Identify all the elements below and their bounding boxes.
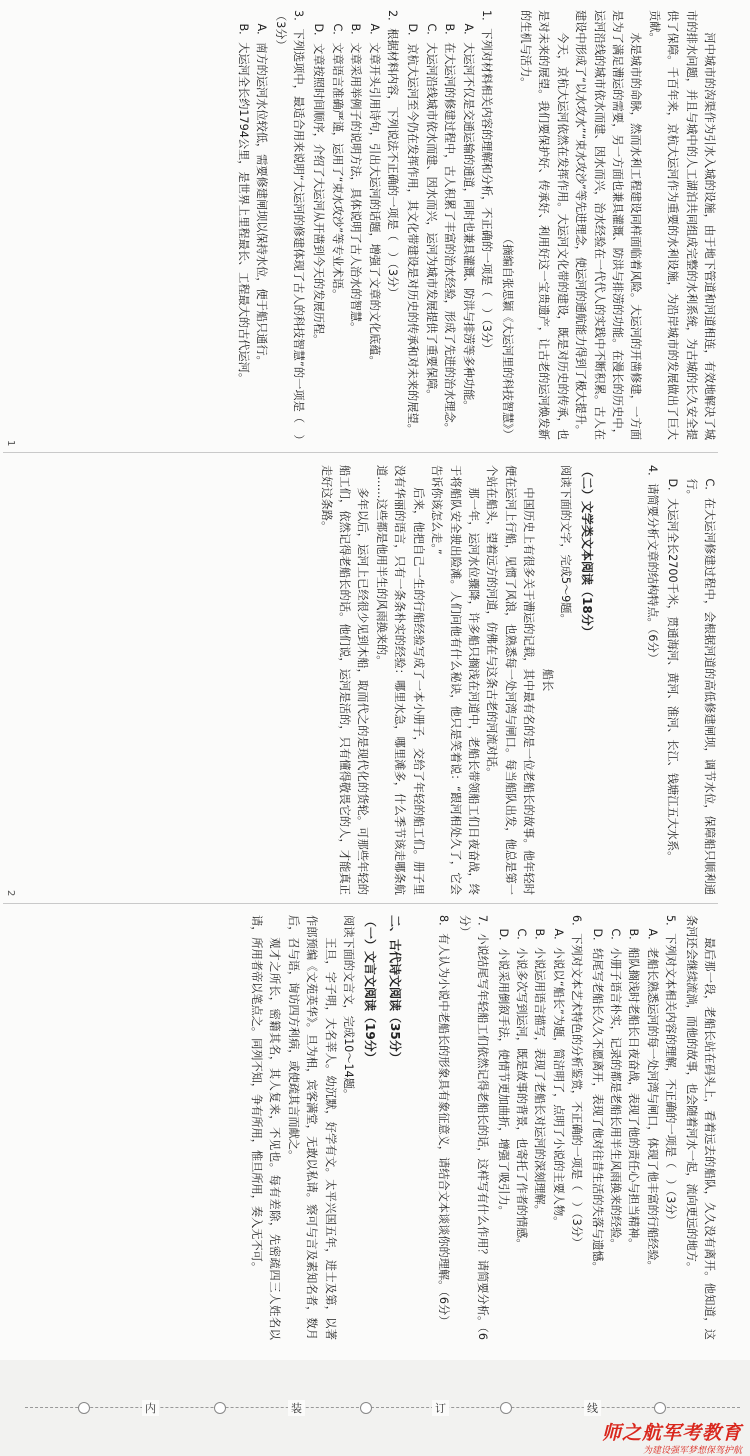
instruction: 阅读下面的文言文，完成10～14题。 xyxy=(342,915,356,1101)
column-divider xyxy=(3,903,718,904)
paragraph: 最后那一段，老船长站在码头上，看着远去的船队，久久没有离开。他知道，这条河还会继续流淌，而他的故事，也会随着河水一起，流向更远的地方。 xyxy=(684,915,716,1340)
option: D．京杭大运河至今仍在发挥作用，其文化带建设是对历史的传承和对未来的展望。 xyxy=(406,23,420,435)
option: C．小说多次写到运河，既是故事的背景，也寄托了作者的情感。 xyxy=(514,928,528,1250)
binding-label: 线 xyxy=(584,1400,601,1416)
column-2 xyxy=(3,465,718,895)
subsection-heading: （一）文言文阅读（19分） xyxy=(363,915,378,1064)
paragraph: 王旦，字子明，大名莘人。幼沉默，好学有文。太平兴国五年，进士及第，以著作郎预编《文苑英华》。旦为相，宾客满堂，无敢以私请。察可与言及素知名者，数月后，召与语，询访四方利病，或使疏其言而献之。 xyxy=(286,915,337,1340)
paragraph: 今天，京杭大运河依然在发挥作用。大运河文化带的建设，既是对历史的传承，也是对未来的展望。我们要保护好、传承好、利用好这一宝贵遗产，让古老的运河焕发新的生机与活力。 xyxy=(518,10,569,440)
instruction: 阅读下面的文字，完成5～9题。 xyxy=(558,465,572,625)
option: D．结尾写老船长久久不愿离开，表现了他对往昔生活的失落与遗憾。 xyxy=(590,928,604,1273)
column-divider xyxy=(3,452,718,453)
option: A．老船长熟悉运河的每一处河湾与闸口，体现了他丰富的行船经验。 xyxy=(645,928,659,1272)
question-3: 3．下列选项中，最适合用来说明“大运河的修建体现了古人的科技智慧”的一项是（ ）（3分） xyxy=(273,10,306,440)
paragraph: 河中城市的沟渠作为引水入城的设施，由于地下管道和河道相连，有效地解决了城市的排水问题，并且与城中的人工湖泊共同组成完整的水利系统，为古城的长久安全提供了保障。千百年来，京杭大运河作为重要的水利设施，为沿岸城市的发展做出了巨大贡献。 xyxy=(647,10,716,440)
story-title: 船长 xyxy=(540,668,554,692)
question-4: 4．请简要分析文章的结构特点。（6分） xyxy=(645,465,659,664)
binding-dashed-line xyxy=(25,1407,740,1408)
option: C．在大运河修建过程中，会根据河道的高低修建闸坝，调节水位，保障船只顺利通行。 xyxy=(684,478,716,895)
source-note: （摘编自张思颖《大运河里的科技智慧》） xyxy=(500,233,514,440)
question-2: 2．根据材料内容，下列说法不正确的一项是（ ）（3分） xyxy=(386,10,400,299)
binding-label: 内 xyxy=(142,1400,159,1416)
question-7: 7．小说结尾写年轻船工们依然记得老船长的话，这样写有什么作用？请简要分析。（6分） xyxy=(457,915,490,1340)
paragraph: 水是城市的命脉，然而水利工程建设同样面临着风险。大运河的开凿修建，一方面是为了满足漕运的需要，另一方面也兼具灌溉、防洪与排涝的功能。在漫长的历史中，运河沿线的城市依水而建、因水而兴，治水经验在一代代人的实践中不断积累。古人在建设中形成了“以水攻水”“束水攻沙”等先进理念，使运河的通航能力得到了极大提升。 xyxy=(574,10,643,440)
option: D．大运河全长2700千米，贯通海河、黄河、淮河、长江、钱塘江五大水系。 xyxy=(666,478,680,863)
section-heading: （二）文学类文本阅读（18分） xyxy=(580,465,595,638)
option: A．文章开头引用诗句，引出大运河的话题，增强了文章的文化底蕴。 xyxy=(367,23,381,367)
option: A．大运河不仅是交通运输的通道，同时也兼具灌溉、防洪与排涝等多种功能。 xyxy=(461,23,475,412)
section-heading: 二、古代诗文阅读（35分） xyxy=(387,915,402,1064)
page-number: 1 xyxy=(5,440,16,447)
brand-logo xyxy=(602,1418,742,1456)
logo-slogan: 为建设强军梦想保驾护航 xyxy=(642,1446,742,1456)
column-3 xyxy=(3,915,718,1340)
option: B．在大运河的修建过程中，古人积累了丰富的治水经验，形成了先进的治水理念。 xyxy=(443,23,457,434)
binding-hole xyxy=(78,1402,90,1414)
option: B．文章采用举例子的说明方法，具体说明了古人治水的智慧。 xyxy=(349,23,363,334)
option: A．小说以“船长”为题，简洁明了，点明了小说的主要人物。 xyxy=(551,928,565,1228)
option: D．文章按照时间顺序，介绍了大运河从开凿到今天的发展历程。 xyxy=(312,23,326,346)
option: C．大运河沿线城市依水而建、因水而兴，运河为城市发展提供了重要保障。 xyxy=(424,23,438,401)
binding-label: 装 xyxy=(288,1400,305,1416)
paragraph: 中国历史上有很多关于漕运的记载，其中最有名的是一位老船长的故事。他年轻时便在运河上行船，见惯了风浪，也熟悉每一处河湾与闸口。每当船队出发，他总是第一个站在船头，望着远方的河道，仿佛在与这条古老的河流对话。 xyxy=(485,465,536,895)
logo-title: 师之航军考教育 xyxy=(601,1422,742,1444)
option: C．文章语言准确严谨，运用了“束水攻沙”等专业术语。 xyxy=(330,23,344,301)
question-5: 5．下列对文本相关内容的理解，不正确的一项是（ ）（3分） xyxy=(664,915,678,1226)
rotated-exam-sheet xyxy=(0,10,718,1350)
paragraph: 后来，他把自己一生的行船经验写成了一本小册子，交给了年轻的船工们。册子里没有华丽的语言，只有一条条朴实的经验：哪里水急，哪里滩多，什么季节该走哪条航道……这些都是他用半生的风雨换来的。 xyxy=(374,465,425,895)
binding-hole xyxy=(500,1402,512,1414)
paragraph: 那一年，运河水位骤降，许多船只搁浅在河道中，老船长带领船工们日夜奋战，终于将船队安全驶出险滩。人们问他有什么秘诀，他只是笑着说：“跟河相处久了，它会告诉你该怎么走。” xyxy=(430,465,480,895)
option: B．船队搁浅时老船长日夜奋战，表现了他的责任心与担当精神。 xyxy=(627,928,641,1250)
option: A．南方的运河水位较低，需要修建闸坝以保持水位，便于船只通行。 xyxy=(255,23,269,367)
page-number: 2 xyxy=(5,890,16,897)
option: D．小说采用倒叙手法，使情节更加曲折，增强了吸引力。 xyxy=(496,928,510,1217)
question-1: 1．下列对材料相关内容的理解和分析，不正确的一项是（ ）（3分） xyxy=(480,10,494,355)
option: B．大运河全长约1794公里，是世界上里程最长、工程最大的古代运河。 xyxy=(236,23,250,385)
binding-hole xyxy=(654,1402,666,1414)
binding-strip xyxy=(0,1398,750,1418)
binding-hole xyxy=(214,1402,226,1414)
binding-hole xyxy=(360,1402,372,1414)
question-8: 8．有人认为小说中老船长的形象具有象征意义，请结合文本谈谈你的理解。（6分） xyxy=(437,915,451,1327)
option: C．小册子语言朴实，记录的都是老船长用半生风雨换来的经验。 xyxy=(608,928,622,1250)
column-1 xyxy=(3,10,718,440)
question-6: 6．下列对文本艺术特色的分析鉴赏，不正确的一项是（ ）（3分） xyxy=(570,915,584,1249)
option: B．小说运用语言描写，表现了老船长对运河的深刻理解。 xyxy=(533,928,547,1216)
paragraph: 观才之所长，密籍其名，其人复来，不见也。每有差除，先密疏四三人姓名以请，所用者帝以笔点之。同列不知，争有所用，惟旦所用，奏入无不可。 xyxy=(250,915,282,1340)
binding-label: 订 xyxy=(432,1400,449,1416)
paragraph: 多年以后，运河上已经很少见到木船，取而代之的是现代化的货轮。可那些年轻的船工们，依然记得老船长的话。他们说，运河是活的，只有懂得敬畏它的人，才能真正走好这条路。 xyxy=(319,465,370,895)
